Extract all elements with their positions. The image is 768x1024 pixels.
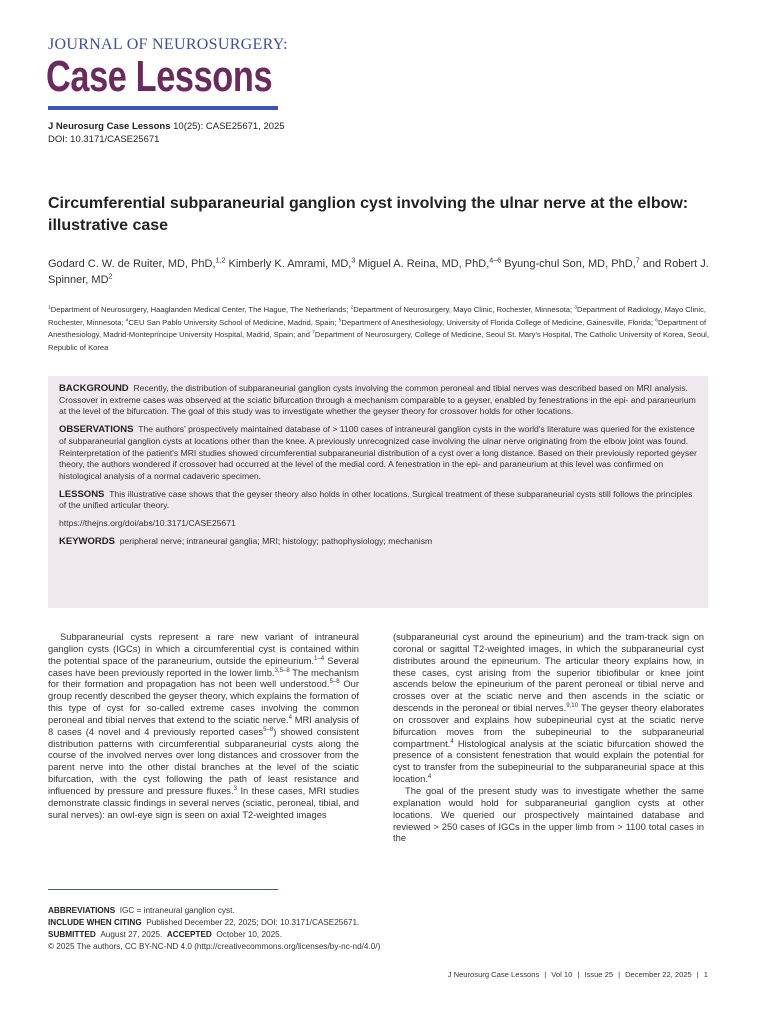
body-text: Histological analysis at the sciatic bifurcation showed the presence of a consistent fenestration that would explain the potential for cyst to transfer from the subepineurial to the subparaneurial space at this location. bbox=[393, 737, 704, 785]
running-footer bbox=[448, 970, 708, 979]
reference-mark: 3 bbox=[233, 784, 237, 792]
body-text: Several cases have been previously reported in the lower limb. bbox=[48, 654, 359, 678]
affiliation-text: Department of Neurosurgery, Mayo Clinic, Rochester, Minnesota; bbox=[353, 305, 575, 314]
running-footer-item: 1 bbox=[703, 970, 708, 979]
journal-name-line: JOURNAL OF NEUROSURGERY: bbox=[48, 36, 288, 53]
affiliation-mark: 3 bbox=[574, 305, 577, 311]
body-text: The mechanism for their formation and propagation has not been well understood. bbox=[48, 666, 359, 690]
body-paragraph bbox=[393, 785, 704, 844]
keywords-label: KEYWORDS bbox=[59, 535, 115, 547]
body-text: (subparaneurial cyst around the epineurium) and the tram-track sign on coronal or sagittal T2-weighted images, in which the subparaneurial cyst distributes around the epineurium. The articular theory explains how, in these cases, cyst arising from the superior tibiofibular or knee joint ascends below the epineurium of the parent peroneal or tibial nerve and crosses over at the sciatic nerve and then ascends in the sciatic or descends in the peroneal or tibial nerves. bbox=[393, 631, 704, 714]
abstract-doi-link[interactable]: https://thejns.org/doi/abs/10.3171/CASE25671 bbox=[59, 518, 236, 529]
author-list bbox=[48, 256, 718, 288]
affiliation-mark: 6 bbox=[655, 318, 659, 324]
author-name: Byung-chul Son, MD, PhD, bbox=[504, 258, 636, 270]
body-text: Our group recently described the geyser theory, which explains the formation of this type of cyst for so-called extreme cases involving the common peroneal and tibial nerves that extend to the sciatic nerve. bbox=[48, 678, 359, 725]
affiliation-text: Department of Radiology, Mayo Clinic, Rochester, Minnesota; bbox=[48, 305, 706, 327]
affiliation-mark: 7 bbox=[312, 330, 315, 336]
affiliation-text: Department of Neurosurgery, College of Medicine, Seoul St. Mary's Hospital, The Catholic University of Korea, Seoul, Republic of Korea bbox=[48, 330, 709, 352]
affiliation-mark: 4 bbox=[125, 318, 129, 324]
affiliation-mark: 5 bbox=[338, 318, 342, 324]
author-affiliation-mark: 2 bbox=[108, 272, 113, 281]
running-footer-item: J Neurosurg Case Lessons bbox=[447, 970, 540, 979]
reference-mark: 1–4 bbox=[314, 654, 325, 662]
author-name: Kimberly K. Amrami, MD, bbox=[228, 258, 352, 270]
footnote-dates: SUBMITTED August 27, 2025. ACCEPTED October 10, 2025. bbox=[48, 930, 282, 939]
abstract-lessons bbox=[59, 489, 697, 512]
brand-rule bbox=[48, 106, 278, 110]
author-separator: and bbox=[639, 258, 665, 270]
footnotes bbox=[48, 905, 718, 953]
background-text: Recently, the distribution of subparaneurial ganglion cysts involving the common peroneal and tibial nerves was described based on MRI analysis. Crossover in extreme cases was observed at the sciatic bifurcation through a mechanism comparable to a geyser, enabled by fenestrations in the epi- and paraneurium at the level of the bifurcation. The goal of this study was to investigate whether the geyser theory for crossover holds for other locations. bbox=[59, 383, 696, 417]
running-footer-item: Issue 25 bbox=[584, 970, 614, 979]
cite-volume: 10(25): CASE25671, 2025 bbox=[170, 121, 285, 132]
author-affiliation-mark: 4–6 bbox=[489, 256, 502, 265]
author-affiliation-mark: 1,2 bbox=[215, 256, 226, 265]
author-affiliation-mark: 3 bbox=[351, 256, 356, 265]
reference-mark: 5–8 bbox=[263, 725, 274, 733]
reference-mark: 4 bbox=[427, 773, 432, 780]
reference-mark: 5–8 bbox=[329, 678, 340, 686]
affiliation-mark: 2 bbox=[350, 305, 354, 311]
author-affiliation-mark: 7 bbox=[635, 256, 640, 265]
affiliation-text: Department of Neurosurgery, Haaglanden Medical Center, The Hague, The Netherlands; bbox=[50, 305, 351, 314]
affiliations bbox=[48, 304, 720, 354]
author-name: Miguel A. Reina, MD, PhD, bbox=[358, 258, 490, 270]
running-footer-item: December 22, 2025 bbox=[625, 970, 692, 979]
body-paragraph bbox=[393, 631, 704, 785]
abstract-box bbox=[48, 376, 708, 608]
article-title: Circumferential subparaneurial ganglion cyst involving the ulnar nerve at the elbow: illustrative case bbox=[48, 195, 689, 234]
body-text: ) showed consistent distribution patterns with circumferential subparaneurial cysts along the course of the involved nerves over long distances and crossover from the parent nerve into the other distal branches at the level of the sciatic bifurcation, with the cyst following the path of least resistance and influenced by pressure and pressure fluxes. bbox=[48, 725, 359, 796]
abstract-keywords bbox=[59, 536, 697, 548]
journal-brand-logo: Case Lessons bbox=[46, 52, 273, 101]
lessons-label: LESSONS bbox=[59, 488, 105, 500]
author-name: Godard C. W. de Ruiter, MD, PhD, bbox=[48, 258, 216, 270]
footnote-abbreviations: ABBREVIATIONS IGC = intraneural ganglion cyst. bbox=[48, 906, 235, 915]
keywords-text: peripheral nerve; intraneural ganglia; MRI; histology; pathophysiology; mechanism bbox=[119, 535, 433, 546]
body-text: MRI analysis of 8 cases (4 novel and 4 previously reported cases bbox=[48, 713, 359, 737]
footnote-citing: INCLUDE WHEN CITING Published December 22, 2025; DOI: 10.3171/CASE25671. bbox=[48, 918, 360, 927]
abstract-observations bbox=[59, 424, 697, 483]
footer-separator: | bbox=[618, 970, 621, 979]
abstract-background bbox=[59, 383, 697, 418]
observations-label: OBSERVATIONS bbox=[59, 424, 134, 436]
observations-text: The authors' prospectively maintained database of > 1100 cases of intraneural ganglion cysts in the world's literature was queried for the existence of subparaneurial ganglion cysts at locations other than the knee. A previously unrecognized case involving the ulnar nerve originating from the elbow joint was found. Reinterpretation of the patient's MRI studies showed circumferential subparaneurial distribution of a cyst over a long distance. Based on their previously reported geyser theory, the authors wondered if crossover had occurred at the level of the medial cord. A fenestration in the epi- and paraneurium at this level was confirmed on histological analysis of a normal cadaveric specimen. bbox=[59, 424, 697, 481]
lessons-text: This illustrative case shows that the geyser theory also holds in other locations. Surgical treatment of these subparaneurial cysts still follows the principles of the unified articular theory. bbox=[59, 488, 693, 511]
footer-separator: | bbox=[544, 970, 547, 979]
affiliation-text: Department of Anesthesiology, Madrid-Montepríncipe University Hospital, Madrid, Spain; and bbox=[48, 317, 707, 340]
body-paragraph bbox=[48, 631, 359, 821]
affiliation-text: CEU San Pablo University School of Medicine, Madrid, Spain; bbox=[128, 317, 339, 327]
body-text: In these cases, MRI studies demonstrate classic findings in several nerves (sciatic, peroneal, tibial, and sural nerves): an owl-eye sign is seen on axial T2-weighted images bbox=[48, 784, 360, 820]
body-text: The geyser theory elaborates on crossover and explains how subepineurial cyst at the sciatic nerve bifurcation moves from the subepineurial to the subparaneurial compartment. bbox=[393, 702, 704, 749]
body-column-left bbox=[48, 631, 359, 821]
author-name: Robert J. Spinner, MD bbox=[48, 258, 709, 286]
body-text: Subparaneurial cysts represent a rare new variant of intraneural ganglion cysts (IGCs) in which a circumferential cyst is contained within the potential space of the paraneurium, outside the epineurium. bbox=[48, 631, 359, 666]
reference-mark: 4 bbox=[450, 737, 454, 745]
body-column-right bbox=[393, 631, 704, 844]
footnote-rule bbox=[48, 889, 278, 890]
footer-separator: | bbox=[696, 970, 699, 979]
footnote-license: © 2025 The authors, CC BY-NC-ND 4.0 (http://creativecommons.org/licenses/by-nc-nd/4.0/) bbox=[48, 942, 381, 951]
reference-mark: 3,5–8 bbox=[274, 666, 290, 674]
footer-separator: | bbox=[577, 970, 580, 979]
citation-block bbox=[48, 120, 285, 146]
affiliation-mark: 1 bbox=[48, 305, 51, 311]
affiliation-text: Department of Anesthesiology, University of Florida College of Medicine, Gainesville, Florida; bbox=[341, 317, 656, 327]
reference-mark: 4 bbox=[288, 713, 293, 721]
cite-doi: DOI: 10.3171/CASE25671 bbox=[48, 134, 160, 145]
running-footer-item: Vol 10 bbox=[551, 970, 573, 979]
background-label: BACKGROUND bbox=[59, 383, 129, 394]
cite-journal: J Neurosurg Case Lessons bbox=[48, 121, 171, 132]
reference-mark: 9,10 bbox=[566, 701, 579, 709]
body-text: The goal of the present study was to investigate whether the same explanation would hold for subparaneurial ganglion cysts at other locations. We queried our prospectively maintained database and reviewed > 250 cases of IGCs in the upper limb from > 1100 total cases in the bbox=[393, 784, 704, 844]
